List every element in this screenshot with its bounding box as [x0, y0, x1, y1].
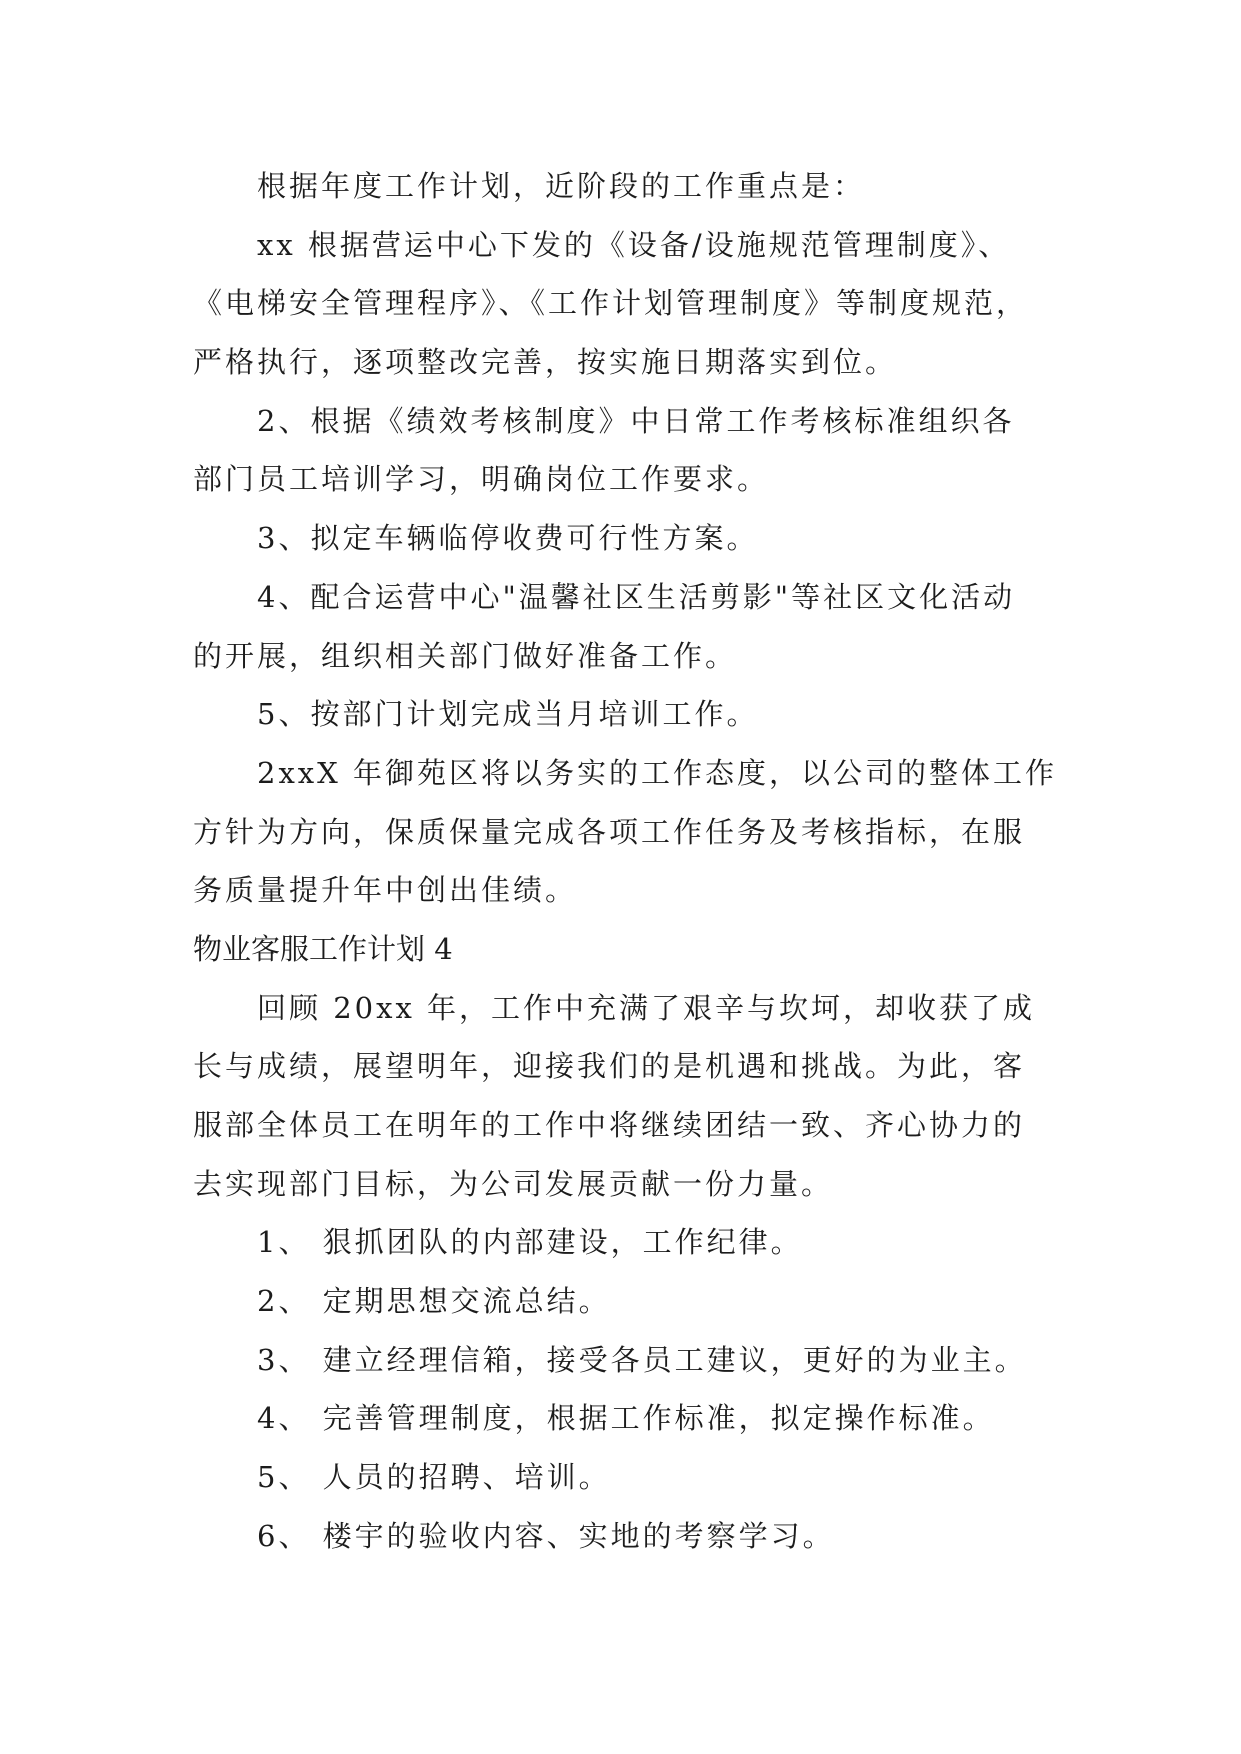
- text-line: 5、按部门计划完成当月培训工作。: [257, 697, 759, 732]
- text-line: 去实现部门目标，为公司发展贡献一份力量。: [193, 1166, 834, 1201]
- list-item: [193, 1507, 1093, 1566]
- list-item: [193, 1448, 1093, 1507]
- paragraph: [193, 216, 1093, 392]
- document-body: [193, 157, 1093, 1566]
- paragraph: [193, 157, 1093, 216]
- section-heading: [193, 920, 1093, 979]
- paragraph: [193, 685, 1093, 744]
- paragraph: [193, 979, 1093, 1214]
- list-item: [193, 1331, 1093, 1390]
- text-line: 部门员工培训学习，明确岗位工作要求。: [193, 462, 770, 497]
- text-line: 2、根据《绩效考核制度》中日常工作考核标准组织各: [257, 403, 1015, 438]
- text-line: 长与成绩，展望明年，迎接我们的是机遇和挑战。为此，客: [193, 1049, 1026, 1084]
- text-line: 《电梯安全管理程序》、《工作计划管理制度》等制度规范，: [193, 286, 1029, 321]
- list-item: [193, 1213, 1093, 1272]
- text-line: 方针为方向，保质保量完成各项工作任务及考核指标，在服: [193, 814, 1026, 849]
- text-line: 2xxX 年御苑区将以务实的工作态度，以公司的整体工作: [257, 755, 1058, 790]
- text-line: 服部全体员工在明年的工作中将继续团结一致、齐心协力的: [193, 1108, 1026, 1142]
- text-line: 2、 定期思想交流总结。: [257, 1284, 611, 1319]
- text-line: 回顾 20xx 年，工作中充满了艰辛与坎坷，却收获了成: [257, 990, 1036, 1025]
- text-line: 6、 楼宇的验收内容、实地的考察学习。: [257, 1518, 835, 1553]
- heading-text: 物业客服工作计划 4: [193, 931, 453, 966]
- text-line: 根据年度工作计划，近阶段的工作重点是：: [257, 169, 866, 203]
- paragraph: [193, 509, 1093, 568]
- text-line: 3、拟定车辆临停收费可行性方案。: [257, 521, 759, 556]
- paragraph: [193, 568, 1093, 685]
- text-line: 严格执行，逐项整改完善，按实施日期落实到位。: [193, 345, 898, 380]
- text-line: 4、配合运营中心"温馨社区生活剪影"等社区文化活动: [257, 579, 1016, 614]
- text-line: 3、 建立经理信箱，接受各员工建议，更好的为业主。: [257, 1342, 1027, 1377]
- text-line: 的开展，组织相关部门做好准备工作。: [193, 638, 738, 673]
- paragraph: [193, 392, 1093, 509]
- text-line: 1、 狠抓团队的内部建设，工作纪律。: [257, 1225, 803, 1260]
- paragraph: [193, 744, 1093, 920]
- text-line: 4、 完善管理制度，根据工作标准，拟定操作标准。: [257, 1401, 995, 1436]
- text-line: 务质量提升年中创出佳绩。: [193, 873, 578, 908]
- text-line: xx 根据营运中心下发的《设备/设施规范管理制度》、: [257, 227, 1011, 262]
- list-item: [193, 1389, 1093, 1448]
- text-line: 5、 人员的招聘、培训。: [257, 1460, 611, 1495]
- list-item: [193, 1272, 1093, 1331]
